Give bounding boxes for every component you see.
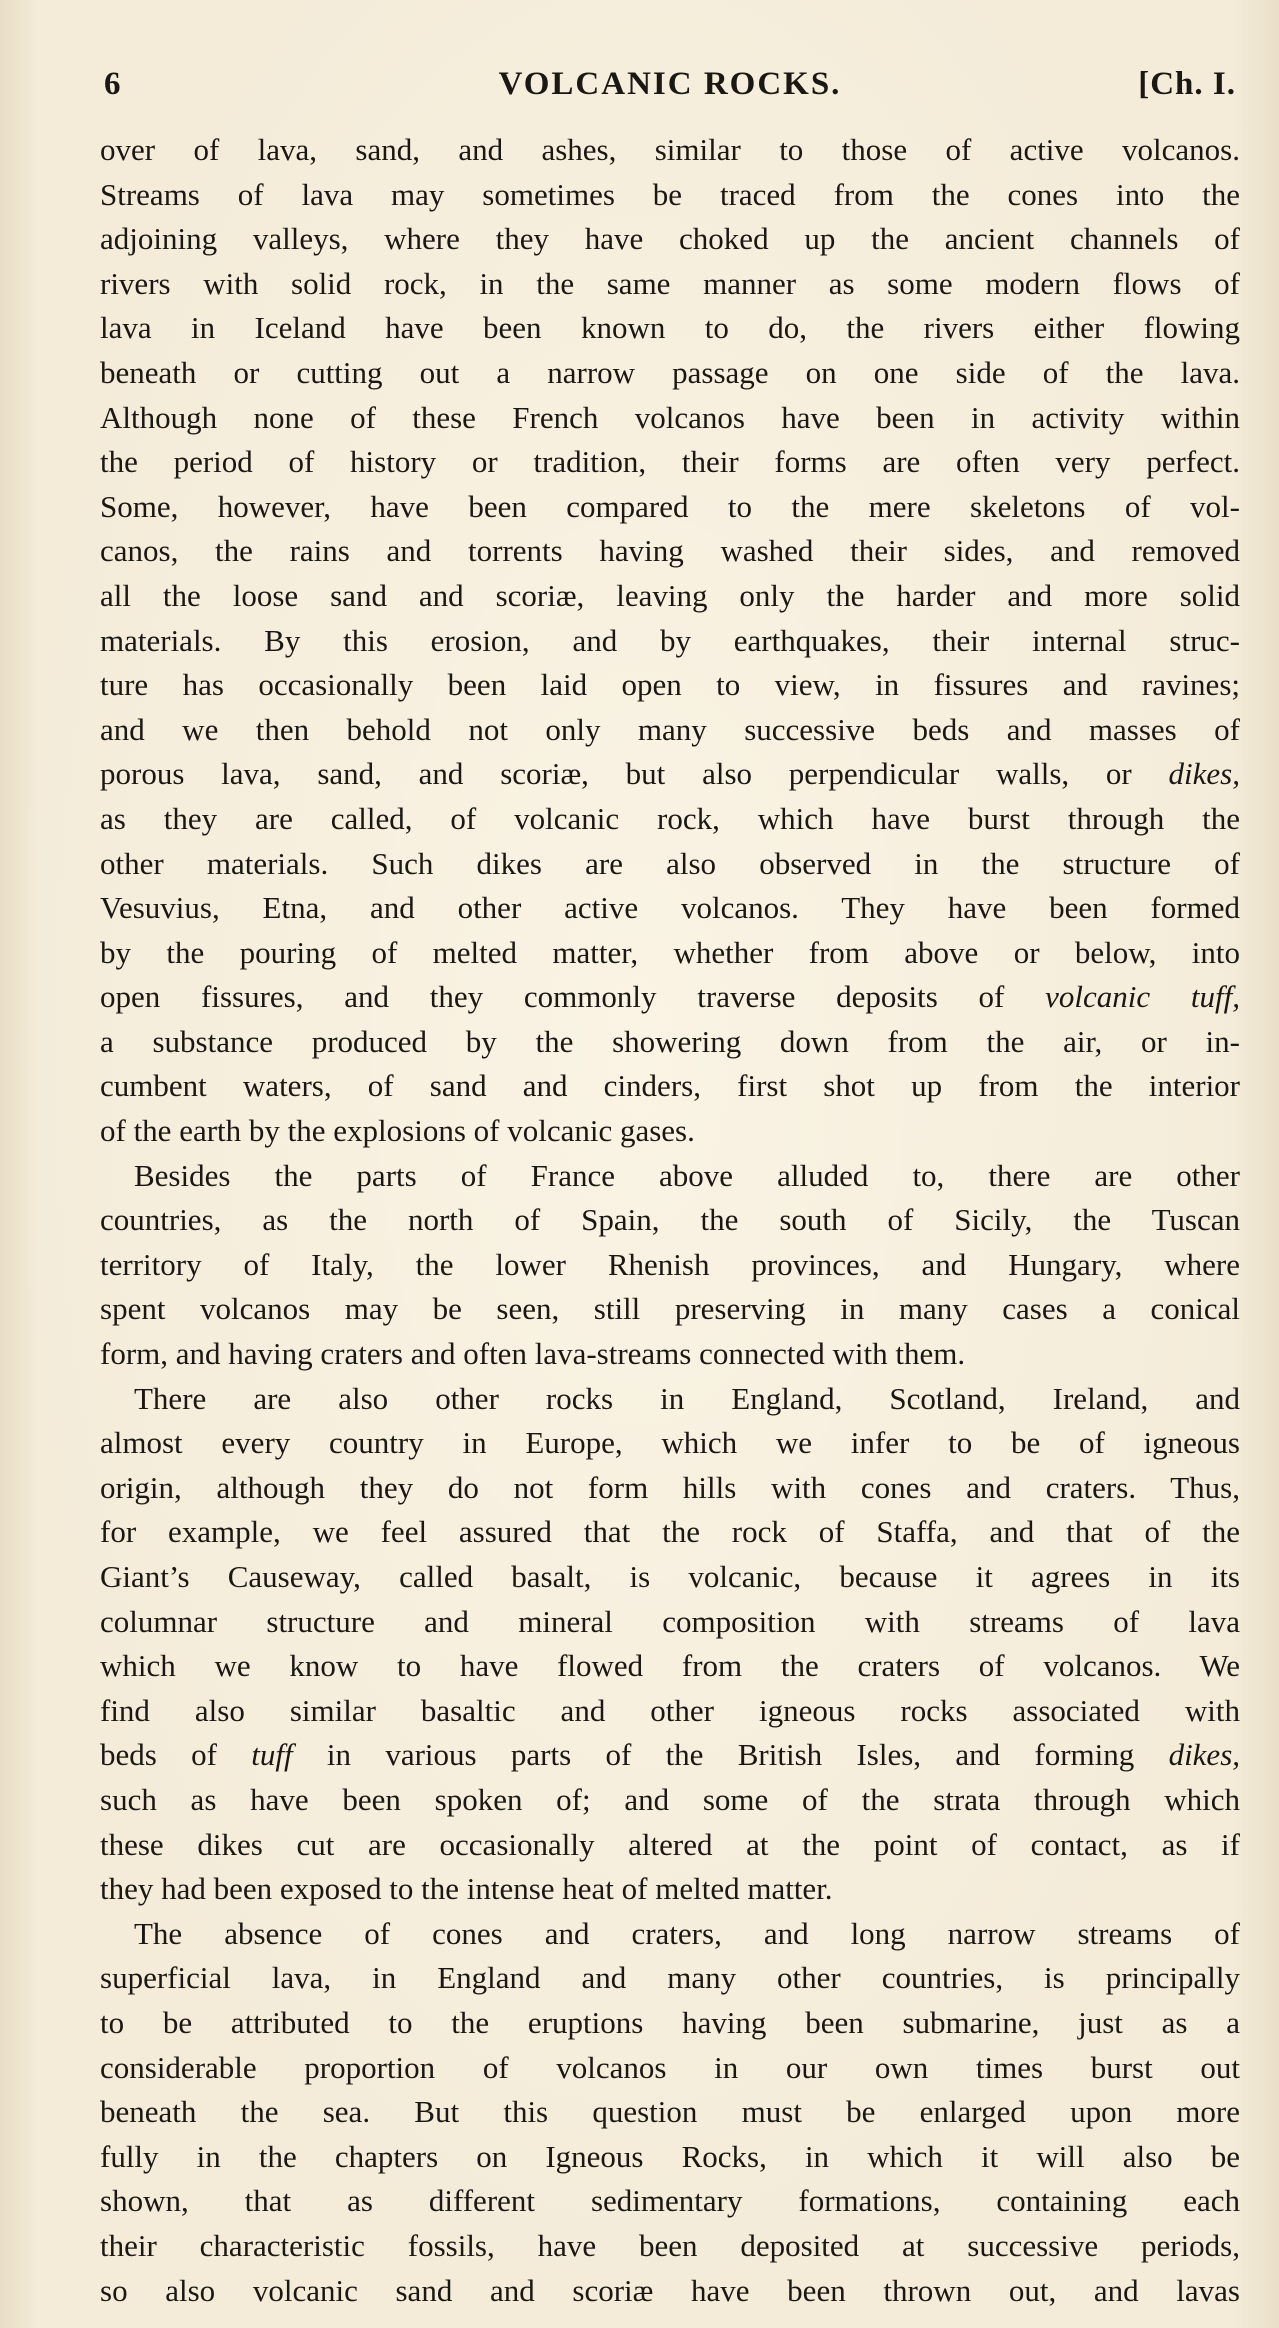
text-line: shown, that as different sedimentary formations, containing each [100,2183,1240,2219]
text-line: ture has occasionally been laid open to view, in fissures and ravines; [100,667,1240,703]
italic-term: dikes, [1168,756,1240,792]
text-line: of the earth by the explosions of volcanic gases. [100,1113,695,1149]
text-line: to be attributed to the eruptions having been submarine, just as a [100,2004,1240,2040]
text-line: by the pouring of melted matter, whether from above or below, into [100,934,1240,970]
italic-term: volcanic tuff, [1045,979,1240,1015]
text-line: Giant’s Causeway, called basalt, is volcanic, because it agrees in its [100,1559,1240,1594]
text-line: beneath or cutting out a narrow passage on one side of the lava. [100,354,1240,390]
text-line: considerable proportion of volcanos in our own times burst out [100,2049,1240,2085]
text-line: rivers with solid rock, in the same manner as some modern flows of [100,265,1240,301]
text-line: origin, although they do not form hills with cones and craters. Thus, [100,1469,1240,1505]
text-segment: porous lava, sand, and scoriæ, but also perpendicular walls, or [100,756,1132,792]
text-line: Besides the parts of France above alluded to, there are other [134,1157,1240,1193]
text-line: adjoining valleys, where they have choked up the ancient channels of [100,221,1240,257]
text-line: materials. By this erosion, and by earthquakes, their internal struc- [100,622,1240,658]
text-segment: open fissures, and they commonly traverse deposits of [100,979,1005,1015]
text-line: spent volcanos may be seen, still preserving in many cases a conical [100,1291,1240,1327]
text-line: a substance produced by the showering down from the air, or in- [100,1023,1240,1059]
text-line: as they are called, of volcanic rock, which have burst through the [100,800,1240,836]
text-line: form, and having craters and often lava-streams connected with them. [100,1336,966,1372]
text-line: almost every country in Europe, which we infer to be of igneous [100,1425,1240,1461]
text-line: beneath the sea. But this question must be enlarged upon more [100,2094,1240,2130]
text-line: lava in Iceland have been known to do, the rivers either flowing [100,310,1240,346]
text-line: fully in the chapters on Igneous Rocks, in which it will also be [100,2138,1240,2174]
text-line: and we then behold not only many successive beds and masses of [100,711,1240,747]
text-line: There are also other rocks in England, Scotland, Ireland, and [134,1380,1240,1416]
text-line: Some, however, have been compared to the mere skeletons of vol- [100,488,1240,524]
text-line: all the loose sand and scoriæ, leaving only the harder and more solid [100,577,1240,613]
text-line: they had been exposed to the intense heat of melted matter. [100,1871,833,1907]
text-line: over of lava, sand, and ashes, similar to those of active volcanos. [100,132,1240,167]
running-head [104,66,1236,112]
text-line [100,975,1240,1020]
text-line: countries, as the north of Spain, the south of Sicily, the Tuscan [100,1202,1240,1238]
text-line: columnar structure and mineral composition with streams of lava [100,1603,1240,1639]
text-line: their characteristic fossils, have been deposited at successive periods, [100,2227,1240,2263]
text-line [100,1733,1240,1778]
text-line: The absence of cones and craters, and long narrow streams of [134,1915,1240,1951]
text-line: cumbent waters, of sand and cinders, first shot up from the interior [100,1068,1240,1104]
text-line: which we know to have flowed from the craters of volcanos. We [100,1648,1240,1684]
text-line: for example, we feel assured that the rock of Staffa, and that of the [100,1514,1240,1550]
italic-term: tuff [251,1737,293,1773]
text-line: territory of Italy, the lower Rhenish provinces, and Hungary, where [100,1246,1240,1282]
text-line: superficial lava, in England and many other countries, is principally [100,1960,1240,1996]
chapter-marker: [Ch. I. [1138,66,1236,102]
text-line: these dikes cut are occasionally altered at the point of contact, as if [100,1826,1240,1862]
text-line: Vesuvius, Etna, and other active volcanos. They have been formed [100,890,1240,926]
running-title: VOLCANIC ROCKS. [498,66,842,102]
text-segment: beds of [100,1737,217,1773]
text-line: the period of history or tradition, their forms are often very perfect. [100,444,1240,480]
text-line [100,752,1240,797]
text-line: Streams of lava may sometimes be traced from the cones into the [100,176,1240,212]
text-line: canos, the rains and torrents having washed their sides, and removed [100,533,1240,569]
text-line: so also volcanic sand and scoriæ have been thrown out, and lavas [100,2272,1240,2308]
text-line: other materials. Such dikes are also observed in the structure of [100,845,1240,881]
text-line: find also similar basaltic and other igneous rocks associated with [100,1692,1240,1728]
text-line: Although none of these French volcanos have been in activity within [100,399,1240,435]
text-segment: in various parts of the British Isles, and forming [292,1737,1169,1773]
body-text [100,128,1240,2313]
italic-term: dikes, [1168,1737,1241,1773]
text-line: such as have been spoken of; and some of the strata through which [100,1781,1240,1817]
page-number: 6 [104,66,122,102]
